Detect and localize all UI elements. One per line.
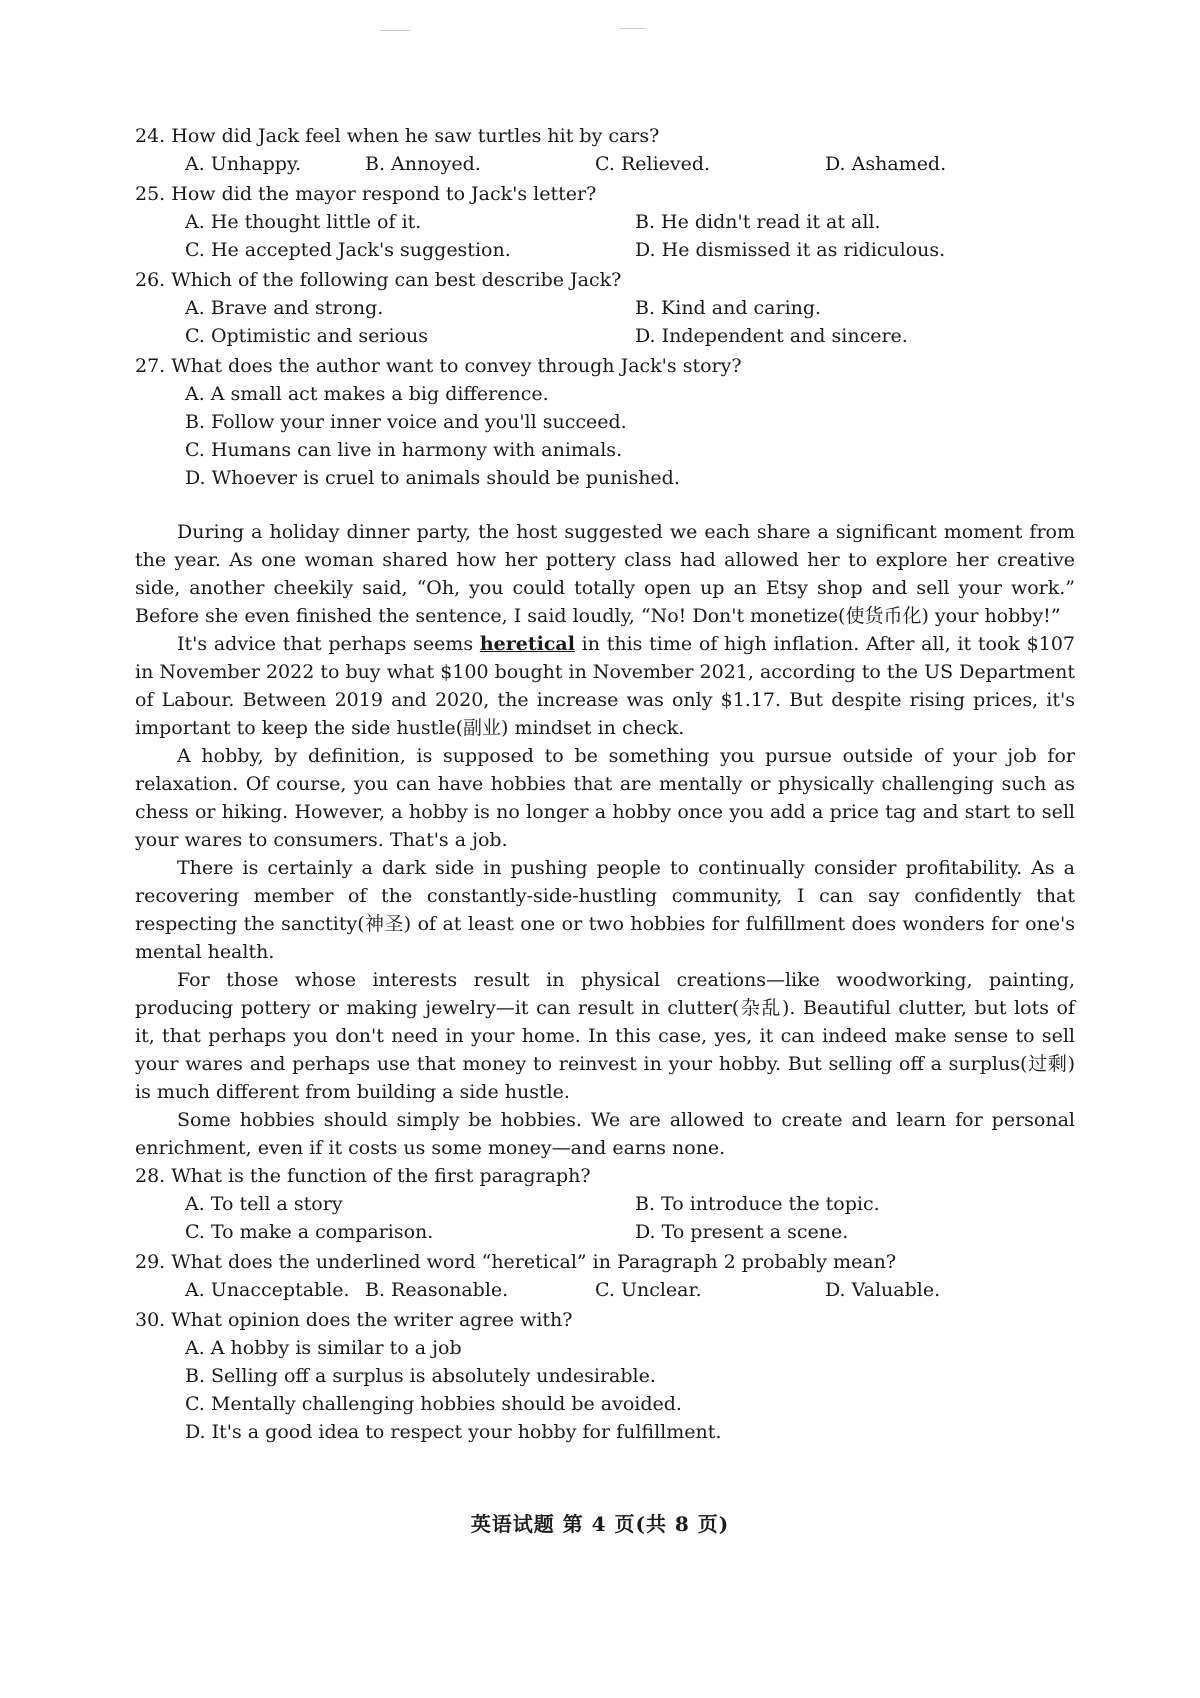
question-stem: 28. What is the function of the first paragraph? — [135, 1165, 591, 1187]
option-c: C. Mentally challenging hobbies should be avoided. — [185, 1393, 682, 1415]
option-c: C. Unclear. — [595, 1279, 702, 1301]
option-d: D. He dismissed it as ridiculous. — [635, 239, 946, 261]
option-row — [135, 208, 1075, 264]
question-27 — [135, 352, 1075, 492]
option-b: B. Selling off a surplus is absolutely undesirable. — [185, 1365, 656, 1387]
scan-speck — [380, 30, 410, 31]
option-c: C. To make a comparison. — [185, 1221, 434, 1243]
question-24 — [135, 122, 1075, 178]
question-stem: 25. How did the mayor respond to Jack's letter? — [135, 183, 597, 205]
option-b: B. Kind and caring. — [635, 297, 822, 319]
option-c: C. Humans can live in harmony with animals. — [185, 439, 623, 461]
passage-paragraph-1: During a holiday dinner party, the host suggested we each share a significant moment from the year. As one woman shared how her pottery class had allowed her to explore her creative side, another cheekily said, “Oh, you could totally open up an Etsy shop and sell your work.” Before she even finished the sentence, I said loudly, “No! Don't monetize(使货币化) your hobby!” — [135, 521, 1075, 627]
option-row — [135, 1276, 1075, 1304]
passage-paragraph-6: Some hobbies should simply be hobbies. We are allowed to create and learn for personal enrichment, even if it costs us some money—and earns none. — [135, 1109, 1075, 1159]
option-a: A. Brave and strong. — [185, 297, 384, 319]
option-d: D. Whoever is cruel to animals should be punished. — [185, 467, 680, 489]
option-row — [135, 150, 1075, 178]
question-stem: 26. Which of the following can best describe Jack? — [135, 269, 622, 291]
reading-passage — [135, 518, 1075, 1162]
option-a: A. To tell a story — [185, 1193, 343, 1215]
option-row — [135, 294, 1075, 350]
question-stem: 30. What opinion does the writer agree with? — [135, 1309, 573, 1331]
option-row — [135, 1190, 1075, 1246]
option-c: C. Relieved. — [595, 153, 711, 175]
option-a: A. Unacceptable. — [185, 1279, 350, 1301]
question-stem: 27. What does the author want to convey through Jack's story? — [135, 355, 742, 377]
page-footer: 英语试题 第 4 页(共 8 页) — [470, 1512, 730, 1536]
option-c: C. He accepted Jack's suggestion. — [185, 239, 511, 261]
option-b: B. Follow your inner voice and you'll succeed. — [185, 411, 627, 433]
question-28 — [135, 1162, 1075, 1246]
option-d: D. It's a good idea to respect your hobby for fulfillment. — [185, 1421, 722, 1443]
option-b: B. He didn't read it at all. — [635, 211, 881, 233]
option-d: D. Independent and sincere. — [635, 325, 908, 347]
underlined-word: heretical — [479, 633, 575, 655]
scan-speck — [620, 28, 646, 29]
question-26 — [135, 266, 1075, 350]
option-b: B. To introduce the topic. — [635, 1193, 880, 1215]
passage-paragraph-4: There is certainly a dark side in pushing people to continually consider profitability. As a recovering member of the constantly-side-hustling community, I can say confidently that respecting the sanctity(神圣) of at least one or two hobbies for fulfillment does wonders for one's mental health. — [135, 857, 1075, 963]
option-c: C. Optimistic and serious — [185, 325, 428, 347]
option-d: D. To present a scene. — [635, 1221, 849, 1243]
option-b: B. Annoyed. — [365, 153, 481, 175]
option-b: B. Reasonable. — [365, 1279, 509, 1301]
question-stem: 29. What does the underlined word “heretical” in Paragraph 2 probably mean? — [135, 1251, 897, 1273]
option-row — [135, 1334, 1075, 1446]
question-25 — [135, 180, 1075, 264]
option-a: A. He thought little of it. — [185, 211, 422, 233]
passage-paragraph-3: A hobby, by definition, is supposed to be something you pursue outside of your job for relaxation. Of course, you can have hobbies that are mentally or physically challenging such as chess or hiking. However, a hobby is no longer a hobby once you add a price tag and start to sell your wares to consumers. That's a job. — [135, 745, 1075, 851]
passage-paragraph-2: It's advice that perhaps seems heretical in this time of high inflation. After all, it took $107 in November 2022 to buy what $100 bought in November 2021, according to the US Department of Labour. Between 2019 and 2020, the increase was only $1.17. But despite rising prices, it's important to keep the side hustle(副业) mindset in check. — [135, 633, 1075, 739]
questions-top — [135, 122, 1075, 1448]
question-29 — [135, 1248, 1075, 1304]
option-a: A. A hobby is similar to a job — [185, 1337, 462, 1359]
passage-paragraph-5: For those whose interests result in physical creations—like woodworking, painting, producing pottery or making jewelry—it can result in clutter(杂乱). Beautiful clutter, but lots of it, that perhaps you don't need in your home. In this case, yes, it can indeed make sense to sell your wares and perhaps use that money to reinvest in your hobby. But selling off a surplus(过剩) is much different from building a side hustle. — [135, 969, 1075, 1103]
question-30 — [135, 1306, 1075, 1446]
option-d: D. Valuable. — [825, 1279, 941, 1301]
option-a: A. A small act makes a big difference. — [185, 383, 549, 405]
question-stem: 24. How did Jack feel when he saw turtles hit by cars? — [135, 125, 660, 147]
option-d: D. Ashamed. — [825, 153, 947, 175]
option-row — [135, 380, 1075, 492]
option-a: A. Unhappy. — [185, 153, 302, 175]
